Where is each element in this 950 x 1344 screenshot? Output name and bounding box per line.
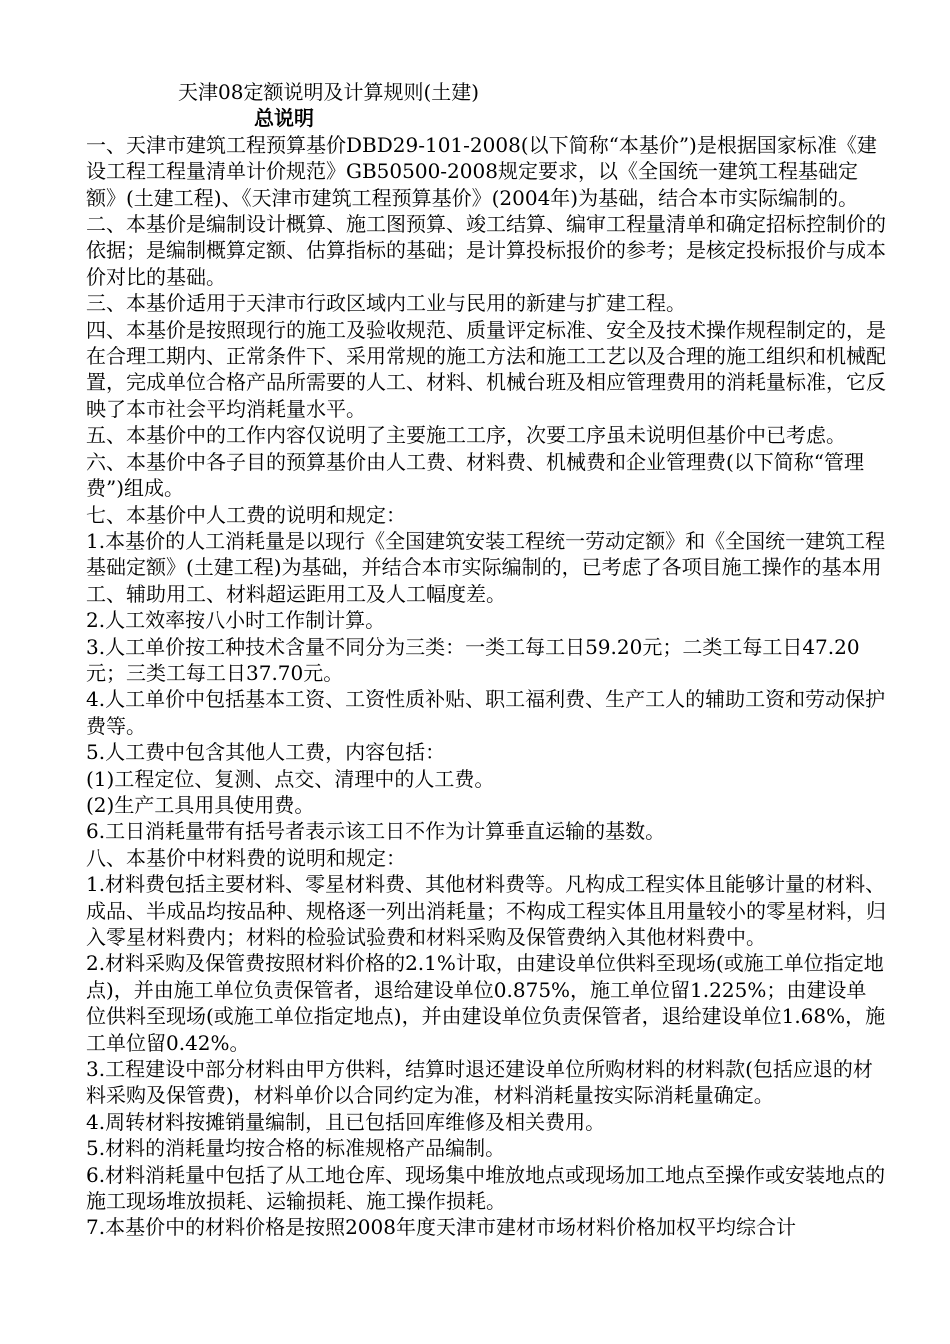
paragraph: (1)工程定位、复测、点交、清理中的人工费。 bbox=[86, 766, 495, 791]
paragraph: 4.周转材料按摊销量编制，且已包括回库维修及相关费用。 bbox=[86, 1109, 606, 1134]
paragraph: 二、本基价是编制设计概算、施工图预算、竣工结算、编审工程量清单和确定招标控制价的依据；是编制概算定额、估算指标的基础；是计算投标报价的参考；是核定投标报价与成本价对比的基础。 bbox=[86, 212, 886, 289]
paragraph: 1.材料费包括主要材料、零星材料费、其他材料费等。凡构成工程实体且能够计量的材料、成品、半成品均按品种、规格逐一列出消耗量；不构成工程实体且用量较小的零星材料，归入零星材料费内；材料的检验试验费和材料采购及保管费纳入其他材料费中。 bbox=[86, 872, 886, 949]
paragraph: 2.材料采购及保管费按照材料价格的2.1%计取，由建设单位供料至现场(或施工单位指定地点)，并由施工单位负责保管者，退给建设单位0.875%，施工单位留1.225%；由建设单位供料至现场(或施工单位指定地点)，并由建设单位负责保管者，退给建设单位1.68%，施工单位留0.42%。 bbox=[86, 951, 886, 1055]
paragraph: 5.材料的消耗量均按合格的标准规格产品编制。 bbox=[86, 1136, 506, 1161]
paragraph-list bbox=[86, 132, 886, 1241]
paragraph: 一、天津市建筑工程预算基价DBD29-101-2008(以下简称“本基价”)是根据国家标准《建设工程工程量清单计价规范》GB50500-2008规定要求，以《全国统一建筑工程基础定额》(土建工程)、《天津市建筑工程预算基价》(2004年)为基础，结合本市实际编制的。 bbox=[86, 132, 877, 210]
paragraph: 5.人工费中包含其他人工费，内容包括： bbox=[86, 740, 446, 765]
paragraph: 3.工程建设中部分材料由甲方供料，结算时退还建设单位所购材料的材料款(包括应退的材料采购及保管费)，材料单价以合同约定为准，材料消耗量按实际消耗量确定。 bbox=[86, 1057, 873, 1108]
paragraph: 3.人工单价按工种技术含量不同分为三类：一类工每工日59.20元；二类工每工日47.20元；三类工每工日37.70元。 bbox=[86, 634, 860, 685]
paragraph: (2)生产工具用具使用费。 bbox=[86, 792, 315, 817]
paragraph: 2.人工效率按八小时工作制计算。 bbox=[86, 608, 386, 633]
paragraph: 五、本基价中的工作内容仅说明了主要施工工序，次要工序虽未说明但基价中已考虑。 bbox=[86, 423, 846, 448]
paragraph: 7.本基价中的材料价格是按照2008年度天津市建材市场材料价格加权平均综合计 bbox=[86, 1215, 796, 1240]
paragraph: 四、本基价是按照现行的施工及验收规范、质量评定标准、安全及技术操作规程制定的，是在合理工期内、正常条件下、采用常规的施工方法和施工工艺以及合理的施工组织和机械配置，完成单位合格产品所需要的人工、材料、机械台班及相应管理费用的消耗量标准，它反映了本市社会平均消耗量水平。 bbox=[86, 317, 886, 421]
document-page bbox=[86, 79, 886, 1241]
paragraph: 6.材料消耗量中包括了从工地仓库、现场集中堆放地点或现场加工地点至操作或安装地点的施工现场堆放损耗、运输损耗、施工操作损耗。 bbox=[86, 1162, 886, 1214]
paragraph: 三、本基价适用于天津市行政区域内工业与民用的新建与扩建工程。 bbox=[86, 291, 686, 316]
paragraph: 七、本基价中人工费的说明和规定： bbox=[86, 502, 406, 527]
paragraph: 八、本基价中材料费的说明和规定： bbox=[86, 845, 406, 870]
paragraph: 6.工日消耗量带有括号者表示该工日不作为计算垂直运输的基数。 bbox=[86, 819, 666, 844]
paragraph: 1.本基价的人工消耗量是以现行《全国建筑安装工程统一劳动定额》和《全国统一建筑工程基础定额》(土建工程)为基础，并结合本市实际编制的，已考虑了各项目施工操作的基本用工、辅助用工、材料超运距用工及人工幅度差。 bbox=[86, 528, 886, 606]
paragraph: 4.人工单价中包括基本工资、工资性质补贴、职工福利费、生产工人的辅助工资和劳动保护费等。 bbox=[86, 687, 886, 738]
document-title: 天津08定额说明及计算规则(土建) bbox=[178, 80, 480, 104]
document-subtitle: 总说明 bbox=[254, 106, 314, 131]
paragraph: 六、本基价中各子目的预算基价由人工费、材料费、机械费和企业管理费(以下简称“管理费”)组成。 bbox=[86, 449, 865, 501]
